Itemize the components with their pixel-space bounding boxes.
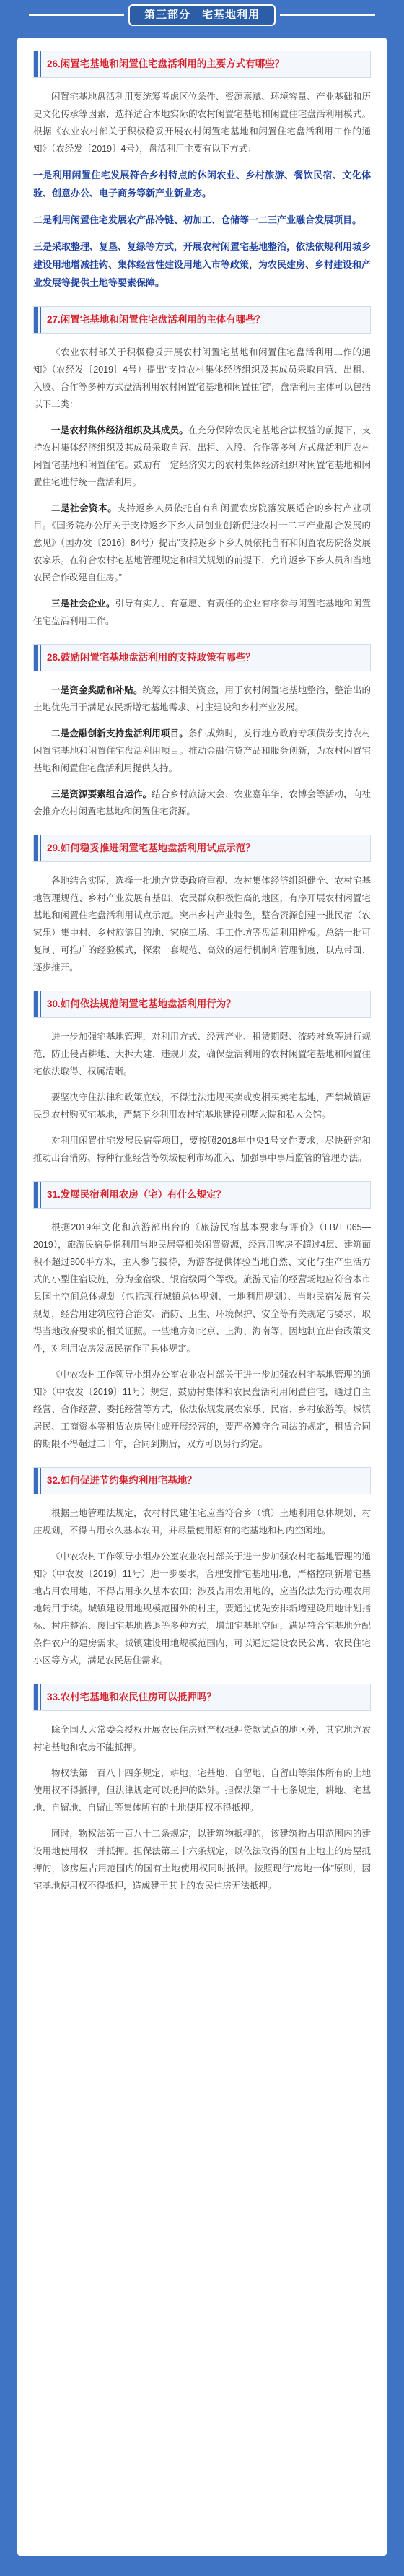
qa-section (33, 1684, 371, 1894)
answer-text: 在充分保障农民宅基地合法权益的前提下，支持农村集体经济组织及其成员采取自营、出租、入股、合作等多种方式盘活利用农村闲置宅基地和闲置住宅。鼓励有一定经济实力的农村集体经济组织对闲置宅基地和闲置住宅进行统一盘活利用。 (33, 425, 371, 487)
question-title: 31.发展民宿利用农房（宅）有什么规定？ (47, 1189, 227, 1200)
answer-lead: 一是农村集体经济组织及其成员。 (51, 425, 188, 435)
question-bar (33, 1181, 371, 1209)
qa-section (33, 991, 371, 1167)
qa-section (33, 835, 371, 976)
question-title: 30.如何依法规范闲置宅基地盘活利用行为？ (47, 998, 236, 1009)
answer-lead: 三是资源要素组合运作。 (51, 789, 152, 799)
answer-paragraph: 《中农农村工作领导小组办公室农业农村部关于进一步加强农村宅基地管理的通知》（中农发〔2019〕11号）规定，鼓励村集体和农民盘活利用闲置住宅，通过自主经营、合作经营、委托经营等方式，依法依规发展农家乐、民宿、乡村旅游等。城镇居民、工商资本等租赁农房居住或开展经营的，要严格遵守合同法的规定，租赁合同的期限不得超过二十年，合同到期后，双方可以另行约定。 (33, 1370, 371, 1449)
question-title: 28.鼓励闲置宅基地盘活利用的支持政策有哪些？ (47, 652, 255, 663)
answer-text: 统筹安排相关资金，用于农村闲置宅基地整治，整治出的土地优先用于满足农民新增宅基地需求、村庄建设和乡村产业发展。 (33, 685, 371, 713)
highlight-paragraph: 一是利用闲置住宅发展符合乡村特点的休闲农业、乡村旅游、餐饮民宿、文化体验、创意办公、电子商务等新产业新业态。 (33, 170, 371, 199)
answer-text: 条件成熟时，发行地方政府专项债券支持农村闲置宅基地和闲置住宅盘活利用项目。推动金融信贷产品和服务创新，为农村闲置宅基地和闲置住宅盘活利用提供支持。 (33, 728, 371, 773)
question-bar (33, 1467, 371, 1494)
section-banner (0, 0, 404, 32)
section-title: 第三部分 宅基地利用 (128, 4, 276, 26)
question-bar (33, 991, 371, 1018)
qa-section (33, 1467, 371, 1669)
answer-paragraph: 《农业农村部关于积极稳妥开展农村闲置宅基地和闲置住宅盘活利用工作的通知》（农经发〔2019〕4号）提出“支持农村集体经济组织及其成员采取自营、出租、入股、合作等多种方式盘活利用农村闲置宅基地和闲置住宅”，盘活利用主体可以包括以下三类： (33, 347, 371, 409)
highlight-paragraph: 二是利用闲置住宅发展农产品冷链、初加工、仓储等一二三产业融合发展项目。 (33, 214, 362, 225)
answer-lead: 二是社会资本。 (51, 503, 118, 513)
question-bar (33, 306, 371, 334)
answer-paragraph: 《中农农村工作领导小组办公室农业农村部关于进一步加强农村宅基地管理的通知》（中农发〔2019〕11号）进一步要求，合理安排宅基地用地，严格控制新增宅基地占用农用地，不得占用永久基本农田；涉及占用农用地的，应当依法先行办理农用地转用手续。城镇建设用地规模范围外的村庄，要通过优先安排新增建设用地计划指标、村庄整治、废旧宅基地腾退等多种方式，增加宅基地空间，满足符合宅基地分配条件农户的建房需求。城镇建设用地规模范围内，可以通过建设农民公寓、农民住宅小区等方式，满足农民居住需求。 (33, 1552, 371, 1666)
question-title: 32.如何促进节约集约利用宅基地？ (47, 1475, 197, 1486)
answer-lead: 二是金融创新支持盘活利用项目。 (51, 728, 188, 739)
answer-text: 支持返乡人员依托自有和闲置农房院落发展适合的乡村产业项目。《国务院办公厅关于支持返乡下乡人员创业创新促进农村一二三产业融合发展的意见》（国办发〔2016〕84号）提出“支持返乡下乡人员依托自有和闲置农房院落发展农家乐。在符合农村宅基地管理规定和相关规划的前提下，允许返乡下乡人员和当地农民合作改建自住房。” (33, 503, 371, 583)
answer-paragraph: 同时，物权法第一百八十二条规定，以建筑物抵押的，该建筑物占用范围内的建设用地使用权一并抵押。担保法第三十六条规定，以依法取得的国有土地上的房屋抵押的，该房屋占用范围内的国有土地使用权同时抵押。按照现行“房地一体”原则，因宅基地使用权不得抵押，造成建于其上的农民住房无法抵押。 (33, 1829, 371, 1891)
question-title: 27.闲置宅基地和闲置住宅盘活利用的主体有哪些？ (47, 314, 265, 325)
question-bar (33, 1684, 371, 1711)
answer-lead: 一是资金奖励和补贴。 (51, 685, 143, 695)
answer-paragraph (33, 786, 371, 820)
qa-section (33, 644, 371, 820)
question-bar (33, 835, 371, 862)
answer-text: 结合乡村旅游大会、农业嘉年华、农博会等活动，向社会推介农村闲置宅基地和闲置住宅资源。 (33, 789, 371, 817)
answer-paragraph (33, 725, 371, 777)
question-bar (33, 644, 371, 671)
answer-paragraph: 进一步加强宅基地管理，对利用方式、经营产业、租赁期限、流转对象等进行规范，防止侵占耕地、大拆大建、违规开发，确保盘活利用的农村闲置宅基地和闲置住宅依法取得、权属清晰。 (33, 1032, 371, 1076)
answer-paragraph (33, 422, 371, 491)
qa-section (33, 1181, 371, 1453)
answer-paragraph: 要坚决守住法律和政策底线，不得违法违规买卖或变相买卖宅基地，严禁城镇居民到农村购买宅基地，严禁下乡利用农村宅基地建设别墅大院和私人会馆。 (33, 1092, 371, 1120)
question-title: 26.闲置宅基地和闲置住宅盘活利用的主要方式有哪些？ (47, 58, 285, 69)
qa-list (17, 38, 387, 1894)
qa-section (33, 306, 371, 630)
banner-divider-left (29, 14, 124, 16)
answer-paragraph: 除全国人大常委会授权开展农民住房财产权抵押贷款试点的地区外，其它地方农村宅基地和农房不能抵押。 (33, 1725, 371, 1752)
answer-paragraph: 各地结合实际，选择一批地方党委政府重视、农村集体经济组织健全、农村宅基地管理规范、乡村产业发展有基础、农民群众积极性高的地区，有序开展农村闲置宅基地和闲置住宅盘活利用试点示范。突出乡村产业特色，整合资源创建一批民宿（农家乐）集中村、乡村旅游目的地、家庭工场、手工作坊等盘活利用样板。总结一批可复制、可推广的经验模式，探索一套规范、高效的运行机制和管理制度，以点带面、逐步推开。 (33, 876, 371, 972)
answer-paragraph: 物权法第一百八十四条规定，耕地、宅基地、自留地、自留山等集体所有的土地使用权不得抵押，但法律规定可以抵押的除外。担保法第三十七条规定，耕地、宅基地、自留地、自留山等集体所有的土地使用权不得抵押。 (33, 1768, 371, 1813)
answer-text: 引导有实力、有意愿、有责任的企业有序参与闲置宅基地和闲置住宅盘活利用工作。 (33, 599, 371, 626)
answer-paragraph: 根据土地管理法规定，农村村民建住宅应当符合乡（镇）土地利用总体规划、村庄规划，不得占用永久基本农田，并尽量使用原有的宅基地和村内空闲地。 (33, 1508, 371, 1536)
answer-paragraph: 对利用闲置住宅发展民宿等项目，要按照2018年中央1号文件要求，尽快研究和推动出台消防、特种行业经营等领域便利市场准入、加强事中事后监管的管理办法。 (33, 1136, 371, 1163)
banner-divider-right (280, 14, 375, 16)
answer-paragraph: 根据2019年文化和旅游部出台的《旅游民宿基本要求与评价》（LB/T 065—2019），旅游民宿是指利用当地民居等相关闲置资源，经营用客房不超过4层、建筑面积不超过800平方米，主人参与接待，为游客提供体验当地自然、文化与生产生活方式的小型住宿设施，分为金宿级、银宿级两个等级。旅游民宿的经营场地应符合本市县国土空间总体规划（包括现行城镇总体规划、土地利用规划）、当地民宿发展有关规划，经营用建筑应符合治安、消防、卫生、环境保护、安全等有关规定与要求，取得当地政府要求的相关证照。一些地方如北京、上海、海南等，因地制宜出台政策文件，对利用农房发展民宿作了具体规定。 (33, 1222, 371, 1354)
answer-paragraph (33, 682, 371, 716)
answer-lead: 三是社会企业。 (51, 599, 115, 609)
question-title: 29.如何稳妥推进闲置宅基地盘活利用试点示范？ (47, 843, 255, 853)
answer-paragraph (33, 595, 371, 630)
question-title: 33.农村宅基地和农民住房可以抵押吗？ (47, 1692, 216, 1702)
qa-section (33, 51, 371, 292)
answer-paragraph (33, 500, 371, 586)
highlight-paragraph: 三是采取整理、复垦、复绿等方式，开展农村闲置宅基地整治，依法依规利用城乡建设用地增减挂钩、集体经营性建设用地入市等政策，为农民建房、乡村建设和产业发展等提供土地等要素保障。 (33, 241, 372, 288)
question-bar (33, 51, 371, 78)
answer-paragraph: 闲置宅基地盘活利用要统筹考虑区位条件、资源禀赋、环境容量、产业基础和历史文化传承等因素，选择适合本地实际的农村闲置宅基地和闲置住宅盘活利用模式。根据《农业农村部关于积极稳妥开展农村闲置宅基地和闲置住宅盘活利用工作的通知》（农经发〔2019〕4号），盘活利用主要有以下方式： (33, 92, 371, 154)
content-card (17, 38, 387, 2556)
